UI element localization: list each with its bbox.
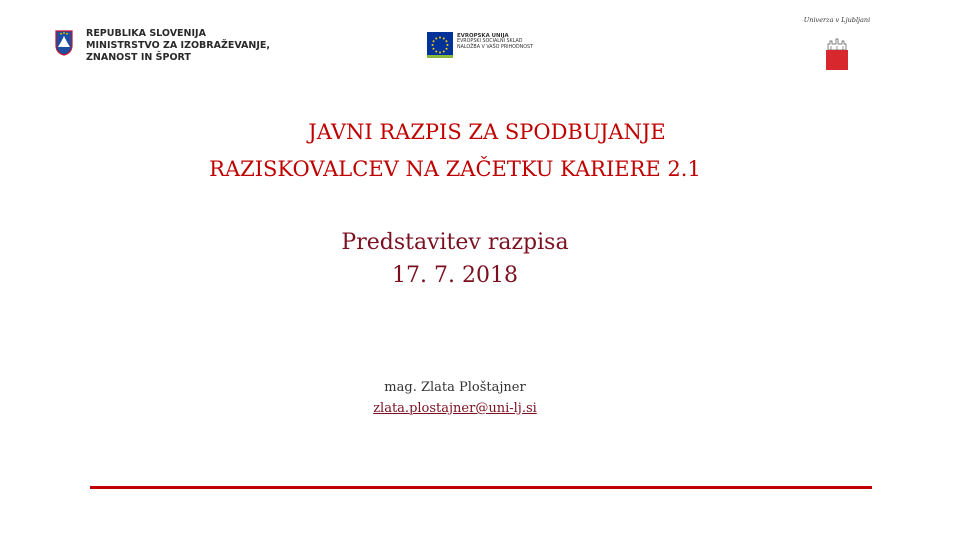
eu-text <box>457 33 533 51</box>
ministry-line-3: ZNANOST IN ŠPORT <box>86 52 191 63</box>
university-name: Univerza v Ljubljani <box>803 16 871 24</box>
ministry-logo <box>55 28 270 68</box>
eu-line-3: NALOŽBA V VAŠO PRIHODNOST <box>457 45 533 50</box>
ministry-name <box>86 28 270 64</box>
bottom-divider <box>90 486 872 489</box>
university-emblem-icon <box>825 36 849 70</box>
eu-logo <box>427 32 533 62</box>
author-email-link[interactable]: zlata.plostajner@uni-lj.si <box>373 401 537 416</box>
eu-line-1: EVROPSKA UNIJA <box>457 33 509 39</box>
eu-line-2: EVROPSKI SOCIALNI SKLAD <box>457 39 523 44</box>
presentation-date: 17. 7. 2018 <box>392 263 518 288</box>
ministry-line-1: REPUBLIKA SLOVENIJA <box>86 28 206 39</box>
slide-subtitle <box>250 226 660 292</box>
slovenia-coat-of-arms-icon <box>55 30 73 56</box>
eu-flag-icon <box>427 32 453 58</box>
title-line-1: JAVNI RAZPIS ZA SPODBUJANJE <box>308 120 666 144</box>
ministry-line-2: MINISTRSTVO ZA IZOBRAŽEVANJE, <box>86 40 270 51</box>
subtitle-line-1: Predstavitev razpisa <box>341 230 569 255</box>
title-line-2: RAZISKOVALCEV NA ZAČETKU KARIERE 2.1 <box>209 157 701 181</box>
author-block <box>330 377 580 419</box>
university-logo <box>795 16 885 76</box>
author-name: mag. Zlata Ploštajner <box>384 380 526 395</box>
slide-title <box>100 114 810 188</box>
